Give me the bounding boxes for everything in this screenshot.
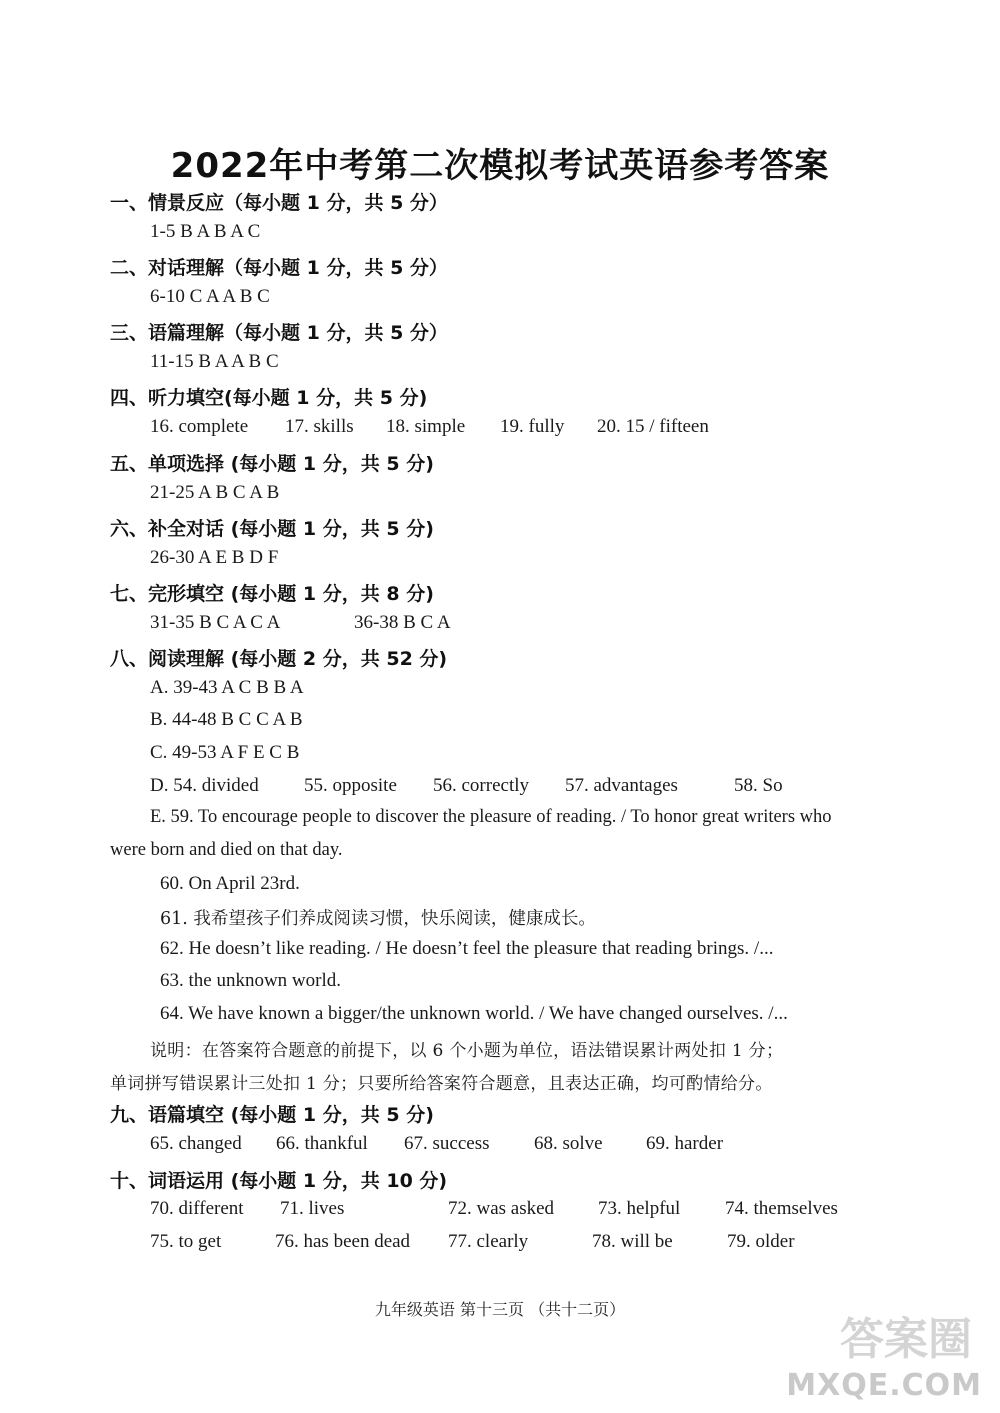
reading-answer-63: 63. the unknown world. [160,970,342,991]
reading-part-e-59-line1: E. 59. To encourage people to discover the pleasure of reading. / To honor great writers who [150,807,832,827]
section-7-answers-a: 31-35 B C A C A [150,612,281,633]
reading-part-d-57: 57. advantages [565,775,678,796]
section-1-answers: 1-5 B A B A C [150,221,261,242]
reading-part-d-55: 55. opposite [304,775,397,796]
reading-part-a: A. 39-43 A C B B A [150,677,304,698]
section-3-answers: 11-15 B A A B C [150,351,279,372]
section-5-answers: 21-25 A B C A B [150,482,280,503]
reading-part-d-54: D. 54. divided [150,775,259,796]
section-4-answer-17: 17. skills [285,416,354,437]
reading-part-e-59-line2: were born and died on that day. [110,840,343,860]
section-9-answer-69: 69. harder [646,1133,724,1154]
section-3-heading: 三、语篇理解（每小题 1 分，共 5 分） [110,322,448,344]
section-10-answer-74: 74. themselves [725,1198,838,1219]
section-4-answer-16: 16. complete [150,416,249,437]
section-2-heading: 二、对话理解（每小题 1 分，共 5 分） [110,257,448,279]
page-footer: 九年级英语 第十三页 （共十二页） [374,1300,626,1319]
section-6-heading: 六、补全对话 (每小题 1 分，共 5 分) [110,518,434,540]
page-title: 2022年中考第二次模拟考试英语参考答案 [170,146,830,186]
reading-answer-61: 61. 我希望孩子们养成阅读习惯，快乐阅读，健康成长。 [160,909,596,929]
section-10-answer-79: 79. older [727,1231,795,1252]
section-6-answers: 26-30 A E B D F [150,547,279,568]
section-10-answer-76: 76. has been dead [275,1231,411,1252]
reading-part-d-58: 58. So [734,775,783,796]
reading-answer-64: 64. We have known a bigger/the unknown world. / We have changed ourselves. /... [160,1003,788,1024]
section-10-answer-78: 78. will be [592,1231,673,1252]
section-5-heading: 五、单项选择 (每小题 1 分，共 5 分) [110,453,434,475]
section-4-heading: 四、听力填空(每小题 1 分，共 5 分) [110,387,428,409]
section-9-answer-65: 65. changed [150,1133,242,1154]
section-10-answer-70: 70. different [150,1198,244,1219]
section-9-answer-66: 66. thankful [276,1133,368,1154]
section-9-answer-67: 67. success [404,1133,490,1154]
section-10-answer-75: 75. to get [150,1231,222,1252]
reading-part-b: B. 44-48 B C C A B [150,709,303,730]
reading-part-d-56: 56. correctly [433,775,530,796]
section-4-answer-18: 18. simple [386,416,466,437]
section-10-heading: 十、词语运用 (每小题 1 分，共 10 分) [110,1170,448,1192]
section-10-answer-77: 77. clearly [448,1231,529,1252]
section-10-answer-72: 72. was asked [448,1198,555,1219]
reading-answer-60: 60. On April 23rd. [160,873,300,894]
watermark [752,1303,982,1403]
reading-part-c: C. 49-53 A F E C B [150,742,300,763]
grading-note-line1: 说明：在答案符合题意的前提下，以 6 个小题为单位，语法错误累计两处扣 1 分； [150,1041,784,1061]
section-8-heading: 八、阅读理解 (每小题 2 分，共 52 分) [110,648,448,670]
section-10-answer-71: 71. lives [280,1198,345,1219]
section-9-heading: 九、语篇填空 (每小题 1 分，共 5 分) [110,1104,434,1126]
section-7-heading: 七、完形填空 (每小题 1 分，共 8 分) [110,583,434,605]
grading-note-line2: 单词拼写错误累计三处扣 1 分；只要所给答案符合题意，且表达正确，均可酌情给分。 [110,1074,773,1094]
section-7-answers-b: 36-38 B C A [354,612,451,633]
section-2-answers: 6-10 C A A B C [150,286,270,307]
watermark-site: MXQE.COM [786,1368,982,1403]
section-4-answer-19: 19. fully [500,416,565,437]
section-10-answer-73: 73. helpful [598,1198,681,1219]
watermark-logo: 答案圈 [840,1314,972,1365]
section-1-heading: 一、情景反应（每小题 1 分，共 5 分） [110,192,448,214]
section-4-answer-20: 20. 15 / fifteen [597,416,709,437]
reading-answer-62: 62. He doesn’t like reading. / He doesn’t feel the pleasure that reading brings. /... [160,938,774,959]
section-9-answer-68: 68. solve [534,1133,603,1154]
